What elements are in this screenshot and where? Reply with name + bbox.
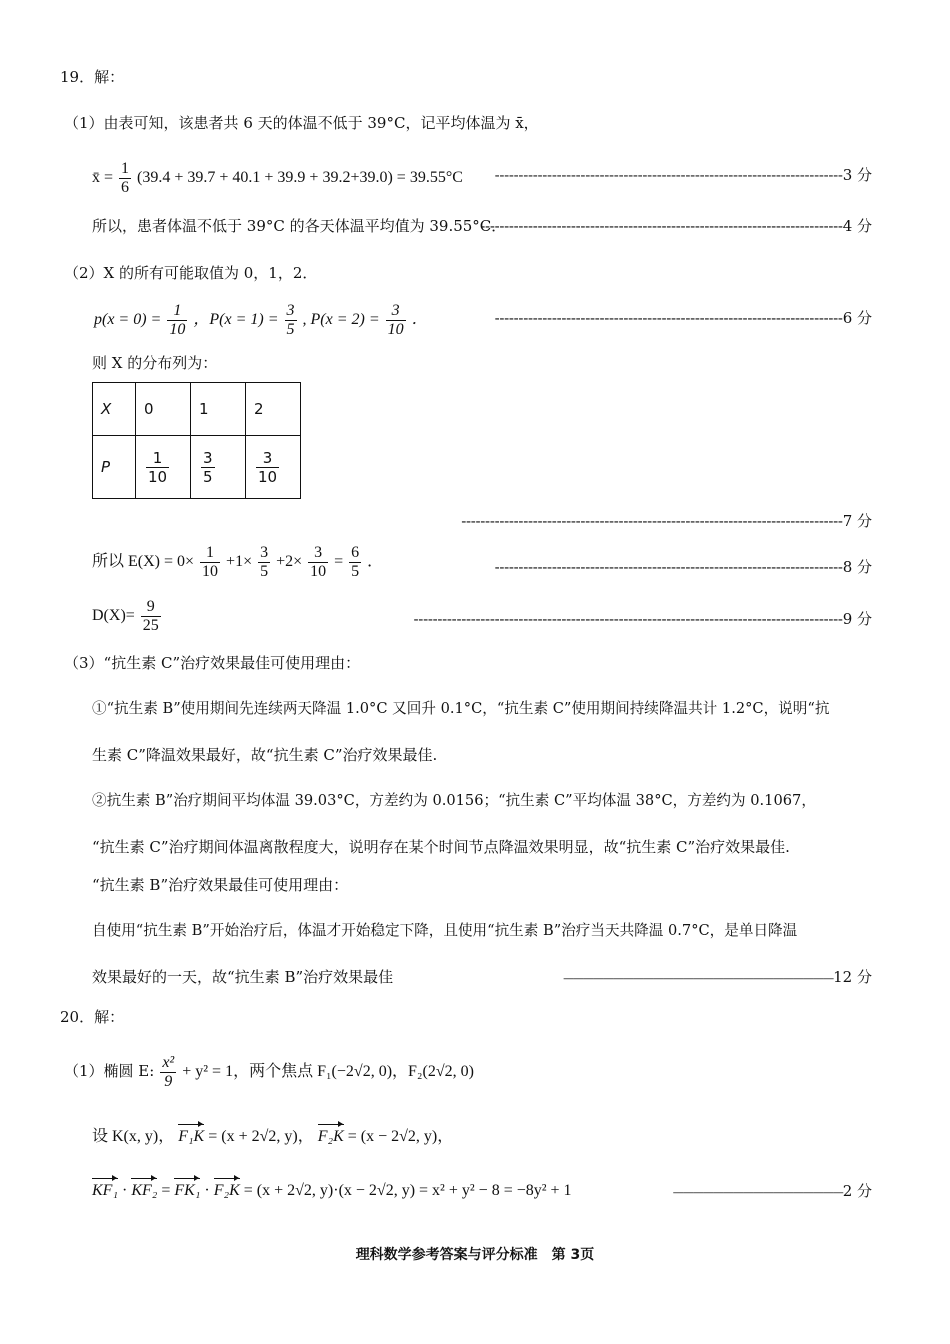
ex-f4-den: 5 bbox=[351, 563, 360, 580]
score-2-label: 2 分 bbox=[842, 1182, 872, 1200]
ex-f1-den: 10 bbox=[202, 563, 219, 580]
mean-fraction bbox=[119, 160, 131, 197]
ex-f3-den: 10 bbox=[310, 563, 327, 580]
table-cell: 2 bbox=[246, 383, 301, 436]
p0-den: 10 bbox=[169, 321, 186, 338]
p1-frac bbox=[285, 302, 297, 339]
score-3-label: 3 分 bbox=[842, 166, 872, 184]
p2-num: 3 bbox=[386, 302, 406, 321]
reason1-line2: 生素 C”降温效果最好，故“抗生素 C”治疗效果最佳. bbox=[92, 746, 438, 764]
table-cell bbox=[191, 436, 246, 499]
ex-f1-num: 1 bbox=[200, 544, 220, 563]
cell-den: 10 bbox=[148, 467, 168, 486]
ex-f2-den: 5 bbox=[260, 563, 269, 580]
p2-frac bbox=[386, 302, 406, 339]
vector-f1k: F₁K bbox=[178, 1126, 204, 1148]
ex-f3-num: 3 bbox=[308, 544, 328, 563]
dx-num: 9 bbox=[141, 598, 161, 617]
vector-kf2: KF₂ bbox=[131, 1180, 157, 1202]
ellipse-prefix: （1）椭圆 E: bbox=[64, 1062, 155, 1081]
reason3-line2: 效果最好的一天，故“抗生素 B”治疗效果最佳 bbox=[92, 968, 394, 986]
table-row bbox=[93, 383, 301, 436]
expectation-formula bbox=[92, 544, 383, 581]
ellipse-den: 9 bbox=[164, 1073, 173, 1090]
distribution-intro: 则 X 的分布列为： bbox=[92, 354, 218, 372]
cell-den: 10 bbox=[258, 467, 278, 486]
ex-prefix: 所以 E(X) = 0× bbox=[92, 553, 195, 571]
vector-f2k: F₂K bbox=[318, 1126, 344, 1148]
vector-kf1: KF₁ bbox=[92, 1180, 118, 1202]
p1-num: 3 bbox=[286, 302, 295, 319]
q20-header: 20．解： bbox=[60, 1008, 125, 1026]
page-footer: 理科数学参考答案与评分标准 第 3页 bbox=[355, 1247, 595, 1263]
p0-frac bbox=[167, 302, 187, 339]
table-cell: 1 bbox=[191, 383, 246, 436]
table-cell bbox=[136, 436, 191, 499]
mean-rhs: (39.4 + 39.7 + 40.1 + 39.9 + 39.2+39.0) = 39.55°C bbox=[137, 169, 463, 187]
ex-end: ． bbox=[367, 553, 384, 571]
reason3-line1: 自使用“抗生素 B”开始治疗后，体温才开始稳定下降，且使用“抗生素 B”治疗当天共降温 0.7°C，是单日降温 bbox=[92, 922, 798, 939]
score-6: -------------------------------------------------------------------------6 分 bbox=[494, 309, 872, 327]
vector-f2k-value: = (x − 2√2, y)， bbox=[347, 1128, 454, 1145]
vector-fk1: FK₁ bbox=[174, 1180, 200, 1202]
table-cell: P bbox=[93, 436, 136, 499]
mean-formula bbox=[92, 160, 463, 197]
p1-label: ，P(x = 1) = bbox=[193, 311, 279, 329]
q19-header: 19．解： bbox=[60, 68, 125, 86]
vector-f1k-value: = (x + 2√2, y)， bbox=[208, 1128, 314, 1145]
score-8-label: 8 分 bbox=[842, 558, 872, 576]
eq-op: = bbox=[161, 1182, 171, 1199]
q19-part1-statement: （1）由表可知，该患者共 6 天的体温不低于 39°C，记平均体温为 x̄， bbox=[64, 114, 539, 132]
ellipse-num: x² bbox=[162, 1054, 175, 1071]
cell-num: 3 bbox=[203, 448, 213, 467]
score-6-label: 6 分 bbox=[842, 309, 872, 327]
dot-op: · bbox=[122, 1182, 128, 1199]
ex-f2-num: 3 bbox=[260, 544, 269, 561]
cell-num: 1 bbox=[146, 449, 169, 468]
reason2-line1: ②抗生素 B”治疗期间平均体温 39.03°C，方差约为 0.0156；“抗生素 C”平均体温 38°C，方差约为 0.1067， bbox=[92, 792, 816, 809]
reason3-heading: “抗生素 B”治疗效果最佳可使用理由： bbox=[92, 876, 349, 894]
score-3: -------------------------------------------------------------------------3 分 bbox=[494, 166, 872, 184]
p0-label: p(x = 0) = bbox=[94, 311, 162, 329]
dot-product-line bbox=[92, 1180, 572, 1202]
vector-f2k-2: F₂K bbox=[214, 1180, 240, 1202]
score-7: --------------------------------------------------------------------------------7 分 bbox=[461, 512, 872, 530]
q19-part2-statement: （2）X 的所有可能取值为 0，1，2． bbox=[64, 264, 318, 282]
score-2: —————————————————2 分 bbox=[672, 1182, 872, 1200]
ellipse-rest: + y² = 1，两个焦点 F₁(−2√2, 0)，F₂(2√2, 0) bbox=[182, 1063, 474, 1081]
dot-op: · bbox=[204, 1182, 210, 1199]
variance-formula bbox=[92, 598, 163, 635]
q19-part3-statement: （3）“抗生素 C”治疗效果最佳可使用理由： bbox=[64, 654, 361, 672]
cell-num: 3 bbox=[256, 449, 279, 468]
table-row bbox=[93, 436, 301, 499]
ex-eq: = bbox=[334, 553, 344, 571]
ex-mid2: +2× bbox=[276, 553, 303, 571]
dot-product-rest: = (x + 2√2, y)·(x − 2√2, y) = x² + y² − 8 = −8y² + 1 bbox=[243, 1182, 572, 1199]
cell-den: 5 bbox=[203, 467, 213, 486]
mean-lhs: x̄ = bbox=[92, 169, 114, 187]
score-12-label: 12 分 bbox=[833, 968, 872, 986]
reason1-line1: ①“抗生素 B”使用期间先连续两天降温 1.0°C 又回升 0.1°C，“抗生素 C”使用期间持续降温共计 1.2°C，说明“抗 bbox=[92, 700, 830, 717]
dx-den: 25 bbox=[142, 617, 159, 634]
score-12: ———————————————————————————12 分 bbox=[563, 968, 872, 986]
p2-label: , P(x = 2) = bbox=[302, 311, 380, 329]
q19-part1-conclusion: 所以，患者体温不低于 39°C 的各天体温平均值为 39.55°C． bbox=[92, 217, 507, 235]
reason2-line2: “抗生素 C”治疗期间体温离散程度大，说明存在某个时间节点降温效果明显，故“抗生素 C”治疗效果最佳. bbox=[92, 838, 790, 856]
ex-f4-num: 6 bbox=[351, 544, 360, 561]
mean-frac-den: 6 bbox=[121, 179, 130, 196]
score-4: ----------------------------------------------------------------------------4 分 bbox=[480, 217, 872, 235]
table-cell: 0 bbox=[136, 383, 191, 436]
ellipse-line bbox=[64, 1054, 474, 1091]
score-4-label: 4 分 bbox=[842, 217, 872, 235]
probabilities bbox=[94, 302, 428, 339]
table-cell: X bbox=[93, 383, 136, 436]
score-9: ------------------------------------------------------------------------------------------9 分 bbox=[413, 610, 872, 628]
p2-den: 10 bbox=[387, 321, 404, 338]
score-9-label: 9 分 bbox=[842, 610, 872, 628]
distribution-table bbox=[92, 382, 301, 499]
mean-frac-num: 1 bbox=[121, 160, 130, 177]
score-8: -------------------------------------------------------------------------8 分 bbox=[494, 558, 872, 576]
k-prefix: 设 K(x, y)， bbox=[92, 1128, 175, 1145]
p0-num: 1 bbox=[167, 302, 187, 321]
p-end: ． bbox=[411, 311, 428, 329]
k-vectors-line bbox=[92, 1126, 453, 1148]
score-7-label: 7 分 bbox=[842, 512, 872, 530]
ex-mid1: +1× bbox=[226, 553, 253, 571]
table-cell bbox=[246, 436, 301, 499]
p1-den: 5 bbox=[286, 321, 295, 338]
dx-prefix: D(X)= bbox=[92, 607, 135, 625]
